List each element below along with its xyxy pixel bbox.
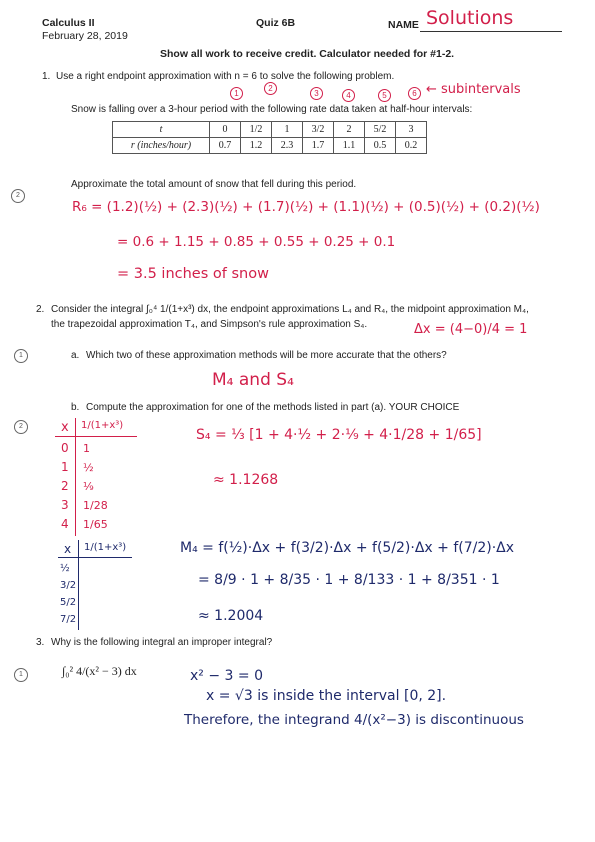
t-cell: 3 xyxy=(396,122,427,138)
name-value: Solutions xyxy=(426,7,514,29)
table1-x-col xyxy=(61,439,69,534)
r-cell: 1.7 xyxy=(303,138,334,154)
table2-f-header: 1/(1+x³) xyxy=(84,542,127,553)
table2-x-col xyxy=(60,560,76,628)
t-cell: 1/2 xyxy=(241,122,272,138)
q1-ask: Approximate the total amount of snow that fell during this period. xyxy=(71,179,357,190)
q2b-label: b. xyxy=(71,402,80,413)
r-cell: 0.5 xyxy=(365,138,396,154)
table2-x: 7/2 xyxy=(60,614,77,625)
r-cell: 1.1 xyxy=(334,138,365,154)
instructions: Show all work to receive credit. Calculator needed for #1-2. xyxy=(160,48,455,60)
q2b-points: 2 xyxy=(14,420,28,434)
quiz-label: Quiz 6B xyxy=(256,17,296,29)
simpson-line2: ≈ 1.1268 xyxy=(213,472,279,488)
table1-f: 1/65 xyxy=(83,518,108,531)
table1-x: 3 xyxy=(61,498,69,512)
table1-f-col xyxy=(83,439,108,534)
dx-note: Δx = (4−0)/4 = 1 xyxy=(414,322,528,337)
q2a-label: a. xyxy=(71,350,80,361)
table1-x: 4 xyxy=(61,517,69,531)
snow-rate-table xyxy=(112,121,427,154)
name-line xyxy=(420,31,562,32)
q2a-answer: M₄ and S₄ xyxy=(212,370,294,390)
quiz-date: February 28, 2019 xyxy=(42,30,128,42)
table2-x: ½ xyxy=(60,563,70,574)
subintervals-note: ← subintervals xyxy=(426,82,521,97)
q2-prompt-b: the trapezoidal approximation T₄, and Simpson's rule approximation S₄. xyxy=(51,319,368,330)
table1-x: 2 xyxy=(61,479,69,493)
midpoint-line2: = 8/9 · 1 + 8/35 · 1 + 8/133 · 1 + 8/351 · 1 xyxy=(198,572,500,588)
q1-prompt: Use a right endpoint approximation with n = 6 to solve the following problem. xyxy=(56,71,395,82)
table-row xyxy=(113,122,427,138)
q3-number: 3. xyxy=(36,637,45,648)
interval-mark: 6 xyxy=(408,87,421,100)
simpson-line1: S₄ = ⅓ [1 + 4·½ + 2·⅑ + 4·1/28 + 1/65] xyxy=(196,427,482,443)
midpoint-table xyxy=(58,540,138,630)
q3-work-line2: x = √3 is inside the interval [0, 2]. xyxy=(206,688,447,704)
r-cell: 2.3 xyxy=(272,138,303,154)
table2-x: 3/2 xyxy=(60,580,77,591)
table1-f: 1 xyxy=(83,442,90,455)
table2-x-header: x xyxy=(64,542,72,556)
q2-prompt-a: Consider the integral ∫₀⁴ 1/(1+x³) dx, the endpoint approximations L₄ and R₄, the midpoint approximation M₄, xyxy=(51,304,529,315)
q2b-prompt: Compute the approximation for one of the methods listed in part (a). YOUR CHOICE xyxy=(86,402,460,413)
course-title: Calculus II xyxy=(42,17,95,29)
table1-rule xyxy=(55,436,137,437)
interval-mark: 1 xyxy=(230,87,243,100)
r-header: r (inches/hour) xyxy=(113,138,210,154)
q1-points: 2 xyxy=(11,189,25,203)
table-row xyxy=(113,138,427,154)
r-cell: 0.2 xyxy=(396,138,427,154)
q2a-points: 1 xyxy=(14,349,28,363)
midpoint-line1: M₄ = f(½)·Δx + f(3/2)·Δx + f(5/2)·Δx + f(7/2)·Δx xyxy=(180,540,515,556)
table1-x-header: x xyxy=(61,420,69,435)
q1-work-line2: = 0.6 + 1.15 + 0.85 + 0.55 + 0.25 + 0.1 xyxy=(117,234,396,250)
table1-f-header: 1/(1+x³) xyxy=(81,420,124,431)
q3-integral: ∫₀² 4/(x² − 3) dx xyxy=(62,664,137,678)
q3-work-line3: Therefore, the integrand 4/(x²−3) is discontinuous xyxy=(184,712,524,728)
table1-x: 0 xyxy=(61,441,69,455)
t-cell: 2 xyxy=(334,122,365,138)
table2-rule xyxy=(58,557,132,558)
interval-mark: 4 xyxy=(342,89,355,102)
q1-work-line1: R₆ = (1.2)(½) + (2.3)(½) + (1.7)(½) + (1.1)(½) + (0.5)(½) + (0.2)(½) xyxy=(72,199,540,215)
table1-f: ½ xyxy=(83,461,94,474)
table1-f: 1/28 xyxy=(83,499,108,512)
t-cell: 5/2 xyxy=(365,122,396,138)
table1-divider xyxy=(75,418,76,536)
interval-mark: 5 xyxy=(378,89,391,102)
function-value-table xyxy=(55,418,143,536)
t-cell: 1 xyxy=(272,122,303,138)
r-cell: 0.7 xyxy=(210,138,241,154)
t-cell: 0 xyxy=(210,122,241,138)
interval-mark: 3 xyxy=(310,87,323,100)
name-label: NAME xyxy=(388,19,419,31)
q3-work-line1: x² − 3 = 0 xyxy=(190,668,263,684)
table2-x: 5/2 xyxy=(60,597,77,608)
table1-f: ⅑ xyxy=(83,480,94,493)
table1-x: 1 xyxy=(61,460,69,474)
midpoint-line3: ≈ 1.2004 xyxy=(198,608,264,624)
q1-number: 1. xyxy=(42,71,51,82)
q3-points: 1 xyxy=(14,668,28,682)
q1-work-line3: = 3.5 inches of snow xyxy=(117,266,269,282)
q2a-prompt: Which two of these approximation methods will be more accurate that the others? xyxy=(86,350,447,361)
table2-divider xyxy=(78,540,79,630)
interval-mark: 2 xyxy=(264,82,277,95)
interval-marks xyxy=(230,84,430,101)
r-cell: 1.2 xyxy=(241,138,272,154)
t-cell: 3/2 xyxy=(303,122,334,138)
q2-number: 2. xyxy=(36,304,45,315)
q3-prompt: Why is the following integral an improper integral? xyxy=(51,637,273,648)
t-header: t xyxy=(113,122,210,138)
q1-context: Snow is falling over a 3-hour period with the following rate data taken at half-hour intervals: xyxy=(71,104,473,115)
